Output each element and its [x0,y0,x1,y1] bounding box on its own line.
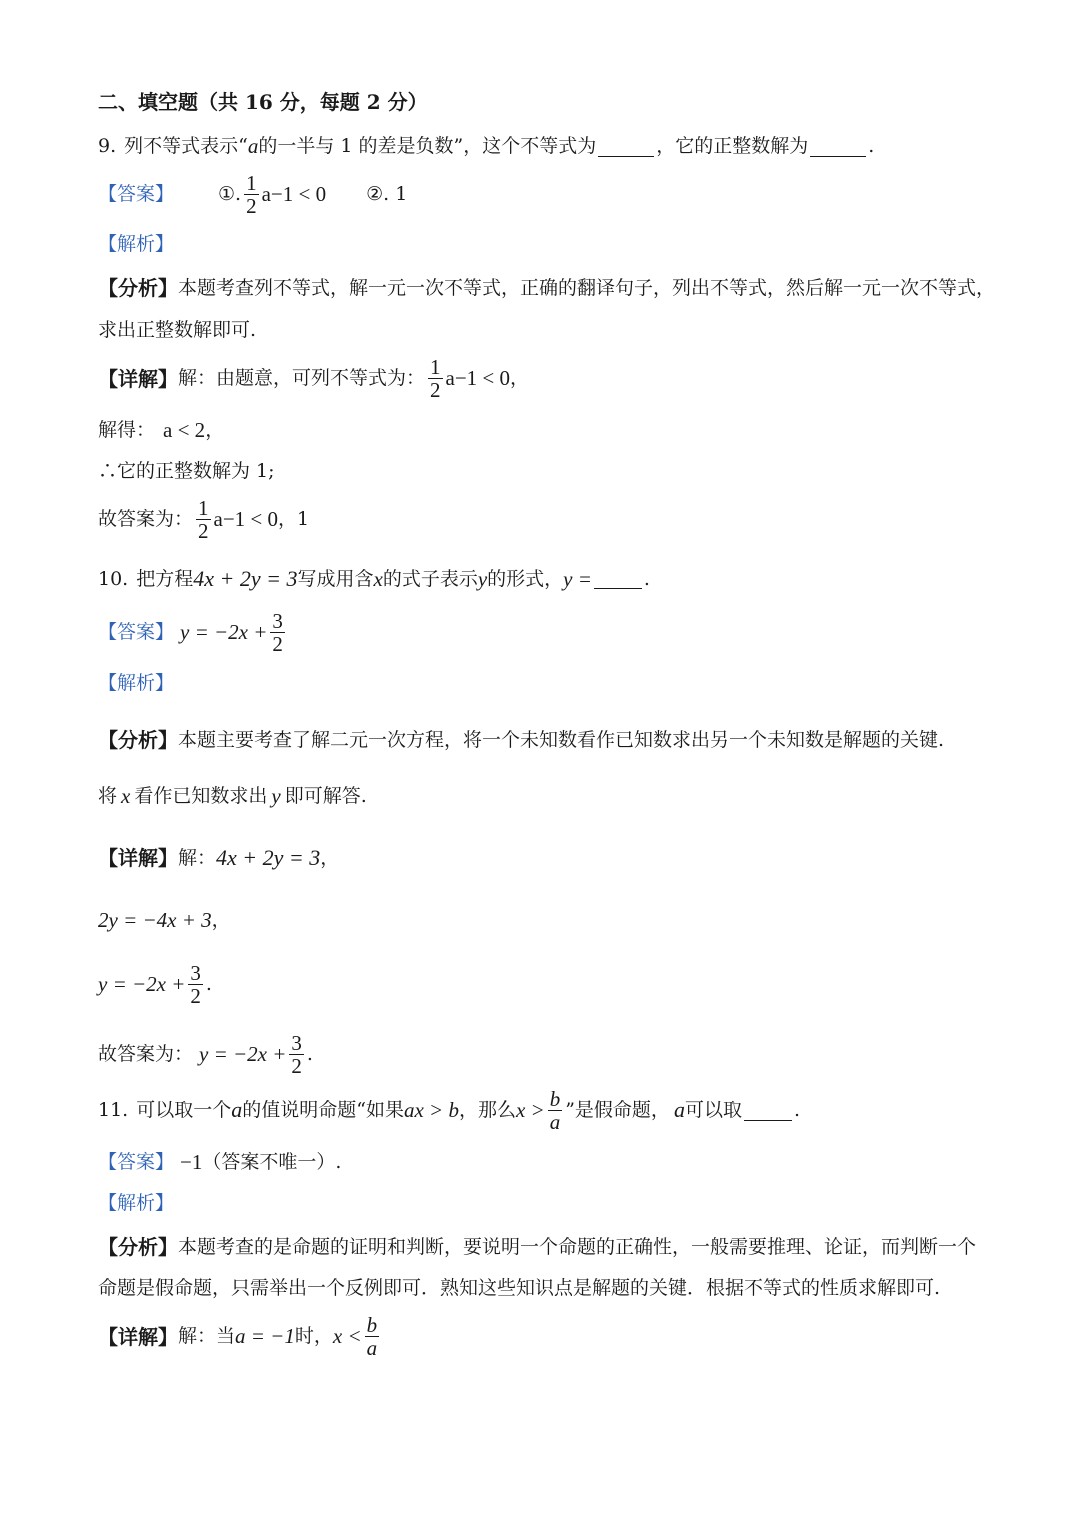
q9-xj-text: 解：由题意，可列不等式为： [178,367,426,390]
q9-solve [98,418,1000,443]
frac-den: 2 [272,632,283,657]
fenxi-label: 【分析】 [98,728,178,752]
q10-number: 10. [98,567,129,590]
frac-num: 1 [246,171,257,195]
q11-answer [98,1150,1000,1175]
q10-final-fraction [289,1032,304,1077]
q11-condition: ax > b [403,1097,459,1122]
q10-text-b: 写成用含 [297,567,374,590]
q9-blank-1 [598,155,654,157]
q11-question-fraction [548,1088,563,1133]
q10-step3-fraction [188,962,203,1007]
q9-answer-fraction [244,172,259,217]
q10-step2-end: ， [211,909,231,932]
q9-text-b: 的一半与 1 的差是负数”，这个不等式为 [258,135,597,158]
q10-fenxi-2c: 即可解答. [284,785,367,808]
frac-num: 3 [190,961,201,985]
q11-answer-note: （答案不唯一）. [202,1151,342,1174]
q9-fenxi-2: 求出正整数解即可. [98,319,257,341]
q11-blank [744,1119,792,1121]
q11-question [98,1088,1000,1133]
q10-text-e: . [643,567,650,590]
q10-step2-expr: 2y = −4x + 3 [98,908,212,932]
q9-solve-label: 解得： [98,419,156,442]
frac-den: 2 [291,1054,302,1079]
frac-den: 2 [246,194,257,219]
q10-blank [594,587,642,589]
q11-var-a: a [231,1097,243,1123]
q10-step3 [98,962,1000,1007]
section-title: 二、填空题（共 16 分，每题 2 分） [98,90,428,114]
q9-solve-expr: a < 2 [163,418,206,442]
q11-answer-expr: −1 [180,1150,203,1174]
q10-xj-expr: 4x + 2y = 3 [216,845,321,870]
q10-fenxi-var-y: y [271,784,281,808]
q10-final-expr: y = −2x + [199,1041,287,1066]
q11-xj-conclusion: x < [332,1323,362,1348]
q10-answer-fraction [270,610,285,655]
answer-label: 【答案】 [98,1151,175,1174]
q11-xj-expr: a = −1 [235,1323,295,1348]
q11-text-e: 可以取 [684,1099,742,1122]
q10-var-x: x [373,566,383,591]
q10-xj-text: 解： [178,846,217,869]
q9-text-c: ，它的正整数解为 [656,135,809,158]
q9-fenxi-text-1: 本题考查列不等式，解一元一次不等式，正确的翻译句子，列出不等式，然后解一元一次不等式， [178,276,996,299]
q10-equation: 4x + 2y = 3 [193,566,298,591]
q10-text-d: 的形式， [487,567,564,590]
q11-text-b: 的值说明命题“如果 [242,1099,404,1122]
q10-fenxi-2b: 看作已知数求出 [134,785,268,808]
q10-final-label: 故答案为： [98,1043,194,1066]
q11-xj-text: 解：当 [178,1325,236,1348]
q10-step2 [98,908,1000,933]
q10-text-c: 的式子表示 [382,567,478,590]
q9-final [98,497,1000,542]
q10-fenxi-2 [98,784,1000,809]
q10-fenxi-text-1: 本题主要考查了解二元一次方程，将一个未知数看作已知数求出另一个未知数是解题的关键. [178,728,945,751]
frac-num: 3 [291,1031,302,1055]
frac-den: a [549,1110,561,1135]
q11-conclusion: x > [515,1097,545,1122]
q10-fenxi-1 [98,728,1000,752]
q9-xj-fraction [428,356,443,401]
answer-label: 【答案】 [98,183,175,206]
q10-y-eq: y = [563,566,592,591]
q10-xj-end: ， [320,846,340,869]
frac-num: b [366,1313,378,1337]
q11-xj-mid: 时， [294,1325,333,1348]
q9-number: 9. [98,135,117,158]
q10-text-a: 把方程 [136,567,194,590]
fenxi-label: 【分析】 [98,1235,178,1259]
q10-analysis-head: 【解析】 [98,672,175,694]
q9-question [98,134,1000,159]
frac-num: 1 [198,496,209,520]
q10-step3-expr: y = −2x + [98,971,186,996]
q9-var-a: a [247,134,259,158]
q11-analysis-head: 【解析】 [98,1192,175,1214]
q11-xiangjie [98,1314,1000,1359]
q10-final-end: . [306,1043,313,1066]
xiangjie-label: 【详解】 [98,846,178,871]
q9-answer-2: ②. 1 [366,183,408,206]
xiangjie-label: 【详解】 [98,366,178,391]
frac-num: 3 [272,609,283,633]
q10-answer [98,610,1000,655]
q9-text-a: 列不等式表示“ [124,135,248,158]
frac-den: 2 [430,378,441,403]
q9-fenxi-1 [98,276,1000,300]
q9-final-end: ，1 [278,508,310,531]
frac-den: 2 [190,984,201,1009]
q9-xj-expr: a−1 < 0 [445,365,511,390]
q10-xiangjie [98,845,1000,871]
q9-final-fraction [196,497,211,542]
fenxi-label: 【分析】 [98,276,178,300]
q9-xj-end: ， [510,367,530,390]
q9-answer-1-label: ①. [218,183,242,206]
q10-fenxi-var-x: x [121,784,131,808]
q9-xiangjie [98,356,1000,401]
q10-final [98,1032,1000,1077]
q11-var-a-2: a [673,1097,685,1123]
frac-den: 2 [198,519,209,544]
q9-final-label: 故答案为： [98,508,194,531]
q10-step3-end: . [205,973,212,996]
q10-question [98,566,1000,592]
xiangjie-label: 【详解】 [98,1324,178,1349]
q9-analysis-head: 【解析】 [98,233,175,255]
q10-answer-expr: y = −2x + [180,619,268,644]
q11-text-c: ，那么 [458,1099,516,1122]
q11-text-f: . [793,1099,800,1122]
q9-text-d: . [868,135,875,158]
q11-fenxi-text-1: 本题考查的是命题的证明和判断，要说明一个命题的正确性，一般需要推理、论证，而判断一个 [178,1235,977,1258]
q10-var-y: y [477,566,488,591]
q9-therefore: ∴它的正整数解为 1; [98,460,275,482]
q9-solve-end: ， [205,419,225,442]
q11-xj-fraction [365,1314,380,1359]
q11-number: 11. [98,1099,129,1122]
q11-fenxi-2: 命题是假命题，只需举出一个反例即可．熟知这些知识点是解题的关键．根据不等式的性质求解即可. [98,1277,941,1299]
frac-num: b [549,1087,561,1111]
q11-fenxi-1 [98,1235,1000,1259]
q10-fenxi-2a: 将 [98,785,118,808]
q9-answer [98,172,1000,217]
q11-text-a: 可以取一个 [136,1099,232,1122]
q9-final-expr: a−1 < 0 [213,506,279,531]
frac-den: a [366,1336,378,1361]
answer-label: 【答案】 [98,621,175,644]
q9-answer-expr: a−1 < 0 [261,181,327,206]
q9-blank-2 [810,155,866,157]
frac-num: 1 [430,355,441,379]
q11-text-d: ”是假命题， [565,1099,670,1122]
